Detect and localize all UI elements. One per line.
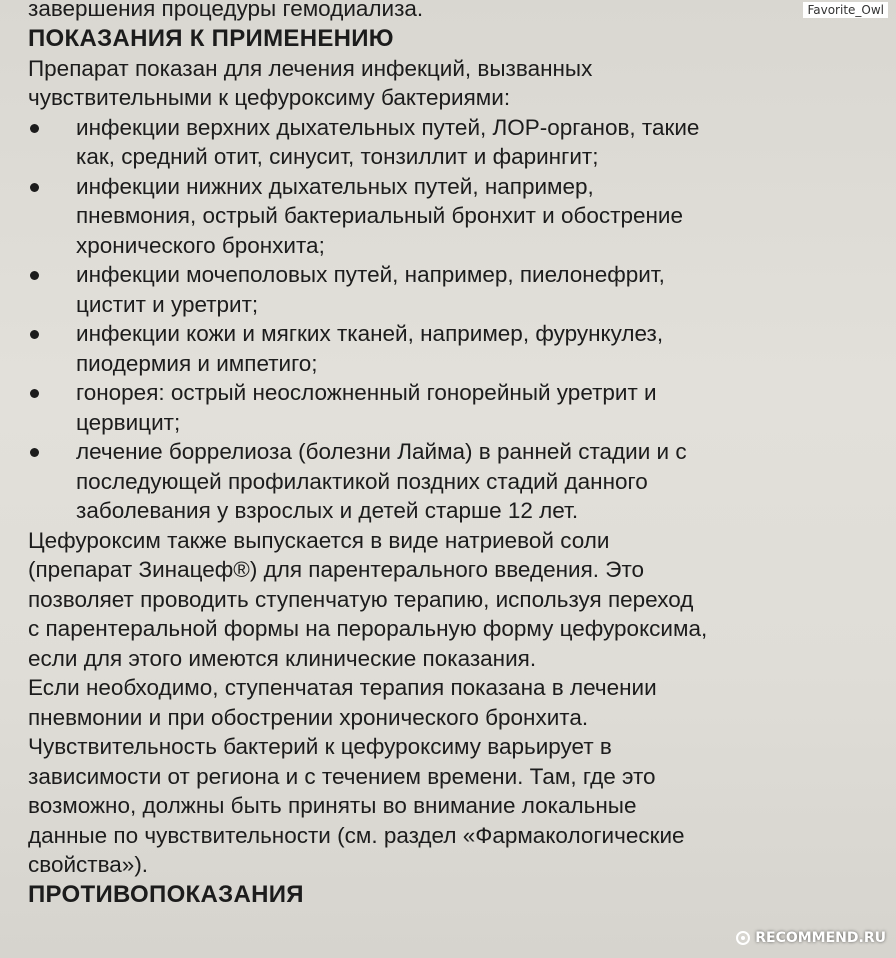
bullet-dot-icon	[30, 271, 39, 280]
bullet-line: инфекции мочеполовых путей, например, пиелонефрит,	[76, 262, 665, 287]
paragraph-line: пневмонии и при обострении хронического бронхита.	[28, 704, 589, 730]
paragraph-line: данные по чувствительности (см. раздел «Фармакологические	[28, 822, 685, 848]
paragraph-line: (препарат Зинацеф®) для парентерального введения. Это	[28, 557, 645, 582]
bullet-line: гонорея: острый неосложненный гонорейный уретрит и	[76, 380, 657, 405]
site-watermark	[736, 930, 886, 946]
intro-line: Препарат показан для лечения инфекций, вызванных	[28, 55, 593, 81]
bullet-dot-icon	[30, 448, 39, 457]
paragraph-line: возможно, должны быть приняты во внимание локальные	[28, 793, 637, 818]
bullet-dot-icon	[30, 183, 39, 192]
document-body	[28, 0, 878, 910]
paragraph-line: с парентеральной формы на пероральную форму цефуроксима,	[28, 616, 708, 641]
paragraph-line: Если необходимо, ступенчатая терапия показана в лечении	[28, 675, 657, 700]
paragraph-line: Чувствительность бактерий к цефуроксиму варьирует в	[28, 734, 612, 759]
bullet-line: как, средний отит, синусит, тонзиллит и фарингит;	[76, 144, 599, 169]
bullet-line: лечение боррелиоза (болезни Лайма) в ранней стадии и с	[76, 439, 687, 464]
paragraph-line: зависимости от региона и с течением времени. Там, где это	[28, 763, 656, 789]
bullet-line: последующей профилактикой поздних стадий данного	[76, 468, 648, 494]
previous-section-last-line: завершения процедуры гемодиализа.	[28, 0, 424, 21]
paragraph-line: позволяет проводить ступенчатую терапию, используя переход	[28, 586, 694, 612]
site-watermark-text: RECOMMEND.RU	[755, 930, 886, 946]
bullet-line: цистит и уретрит;	[76, 291, 259, 317]
indication-bullet	[28, 260, 878, 319]
contraindications-heading: ПРОТИВОПОКАЗАНИЯ	[28, 880, 304, 908]
indication-bullet	[28, 319, 878, 378]
bullet-line: цервицит;	[76, 409, 181, 435]
bullet-line: пиодермия и импетиго;	[76, 350, 318, 376]
bullet-line: хронического бронхита;	[76, 232, 325, 258]
bullet-dot-icon	[30, 330, 39, 339]
bullet-dot-icon	[30, 124, 39, 133]
bullet-line: заболевания у взрослых и детей старше 12 лет.	[76, 498, 579, 523]
intro-line: чувствительными к цефуроксиму бактериями:	[28, 85, 511, 110]
paragraph-line: если для этого имеются клинические показания.	[28, 645, 537, 671]
paragraph-line: Цефуроксим также выпускается в виде натриевой соли	[28, 527, 610, 553]
bullet-line: пневмония, острый бактериальный бронхит и обострение	[76, 203, 684, 228]
indication-bullet	[28, 437, 878, 526]
indication-bullet	[28, 172, 878, 261]
bullet-line: инфекции нижних дыхательных путей, например,	[76, 173, 594, 199]
bullet-dot-icon	[30, 389, 39, 398]
username-watermark: Favorite_Owl	[803, 2, 888, 18]
recommend-logo-icon	[736, 931, 750, 945]
bullet-line: инфекции верхних дыхательных путей, ЛОР-органов, такие	[76, 114, 700, 140]
bullet-line: инфекции кожи и мягких тканей, например, фурункулез,	[76, 321, 664, 346]
indications-heading: ПОКАЗАНИЯ К ПРИМЕНЕНИЮ	[28, 24, 394, 52]
indication-bullet	[28, 378, 878, 437]
paragraph-line: свойства»).	[28, 852, 149, 877]
indication-bullet	[28, 113, 878, 172]
